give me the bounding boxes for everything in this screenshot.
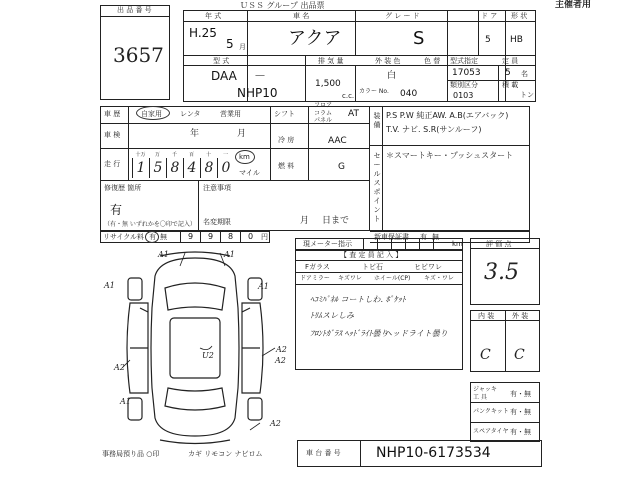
lot-number: 3657: [113, 43, 164, 67]
fuel-value: G: [338, 162, 345, 172]
meter-label: 現メーター指示: [303, 240, 352, 248]
inspector-mirror: ドアミラー: [300, 275, 330, 282]
spare-yes-no: 有・無: [510, 428, 531, 436]
displacement-value: 1,500: [315, 79, 341, 89]
diagram-mark-roof: U2: [202, 351, 214, 360]
inspection-label: 車 検: [104, 131, 121, 139]
puncture-yes-no: 有・無: [510, 408, 531, 416]
meter-cell[interactable]: [377, 238, 391, 250]
meter-cell[interactable]: [433, 238, 447, 250]
diagram-mark-front-right: A1: [224, 250, 235, 259]
repair-value: 有: [110, 203, 123, 217]
sales-point-line1: ＊スマートキー・プッシュスタート: [386, 151, 514, 160]
recycle-digit: 9: [180, 231, 200, 243]
shape-label: 形 状: [511, 12, 528, 20]
diagram-mark-right-side: A2: [276, 345, 287, 354]
mileage-place-label: 一: [222, 152, 228, 158]
inspection-year-unit: 年: [190, 129, 200, 139]
notes-label: 注意事項: [203, 184, 231, 192]
doors-value: 5: [485, 35, 491, 45]
load-unit: トン: [520, 91, 534, 99]
score-label: 評 価 点: [486, 240, 512, 248]
shift-option-floor: フロア: [314, 102, 333, 109]
mileage-label: 走 行: [104, 160, 121, 168]
mileage-place-label: 十: [205, 152, 211, 158]
mileage-digit: 1: [132, 158, 149, 178]
outer-color-label: 外 装 色: [375, 57, 401, 65]
recycle-option-no: 無: [160, 233, 167, 241]
accessories-label: 事務局預り品 ○印: [102, 450, 160, 458]
diagram-mark-front-left: A1: [158, 250, 169, 259]
inspection-month-unit: 月: [237, 129, 247, 139]
mileage-unit-mile: マイル: [239, 169, 260, 177]
diagram-mark-right-side-2: A2: [275, 356, 286, 365]
capacity-value: 5: [505, 68, 511, 78]
type-code: NHP10: [237, 86, 278, 100]
designation-label: 型式指定: [450, 57, 478, 65]
name-change-day: 日まで: [322, 216, 350, 226]
meter-cell[interactable]: [419, 238, 433, 250]
repair-label: 修復歴 箇所: [104, 184, 142, 192]
meter-cells: [363, 238, 448, 250]
history-label: 車 歴: [104, 110, 121, 118]
recycle-circle-mark: [145, 231, 159, 243]
mileage-digits: [132, 158, 234, 178]
accessories-items: カギ リモコン ナビロム: [188, 450, 263, 458]
score-value: 3.5: [484, 260, 519, 285]
doors-label: ド ア: [481, 12, 498, 20]
type-dash: －: [254, 69, 267, 83]
year-month: 5: [226, 37, 234, 51]
warranty-label: 新車保証書: [374, 233, 409, 241]
inspector-note-3: ﾌﾛﾝﾄｶﾞﾗｽ ﾍｯﾄﾞﾗｲﾄ曇り: [310, 329, 389, 338]
equipment-label: 装 備: [373, 112, 381, 129]
year-month-unit: 月: [239, 43, 246, 51]
inspector-wheel: ホイール(CP): [374, 275, 411, 282]
recycle-yen: 円: [261, 233, 268, 241]
diagram-mark-left-front: A1: [104, 281, 115, 290]
color-code-label: カラー No.: [359, 88, 389, 95]
meter-unit: km: [452, 240, 463, 248]
jack-yes-no: 有・無: [510, 390, 531, 398]
lot-label: 出 品 番 号: [117, 6, 152, 14]
displacement-label: 排 気 量: [318, 57, 344, 65]
recycle-option-yes: 有: [149, 233, 156, 241]
header-labels: ＵＳＳ グループ 出品票: [240, 1, 325, 10]
jack-label: ジャッキ 工 具: [473, 386, 497, 401]
capacity-label: 定 員: [502, 57, 519, 65]
meter-cell[interactable]: [391, 238, 405, 250]
exterior-label: 外 装: [512, 312, 529, 320]
color-code: 040: [400, 89, 418, 99]
shift-label: シフト: [274, 110, 295, 118]
history-option-business: 営業用: [220, 110, 241, 118]
diagram-mark-rear-right: A2: [270, 419, 281, 428]
meter-cell[interactable]: [363, 238, 377, 250]
inspector-mirror-damage: キズワレ: [338, 275, 362, 282]
exterior-value: C: [514, 347, 525, 363]
name-change-label: 名変期限: [203, 218, 231, 226]
interior-value: C: [480, 347, 491, 363]
mileage-digit: 0: [217, 158, 234, 178]
year-label: 年 式: [205, 12, 222, 20]
equipment-line2: T.V. ナビ. S.R(サンルーフ): [386, 125, 482, 134]
inspector-crack: ヒビワレ: [414, 263, 442, 271]
sales-point-label: セールスポイント: [373, 152, 381, 223]
interior-label: 内 装: [478, 312, 495, 320]
designation-value: 17053: [452, 68, 481, 78]
grade-value: S: [413, 28, 425, 49]
history-option-private: 自家用: [141, 110, 162, 118]
recycle-digit: 8: [220, 231, 240, 243]
color-value: 白: [387, 71, 397, 81]
mileage-digit: 5: [149, 158, 166, 178]
class-value: 0103: [453, 91, 474, 100]
puncture-label: パンクキット: [473, 408, 509, 415]
displacement-unit: c.c.: [342, 92, 355, 100]
shift-value: AT: [348, 109, 359, 119]
warranty-option-yes: 有: [420, 233, 427, 241]
mileage-digit: 8: [200, 158, 217, 178]
shape-value: HB: [510, 35, 523, 45]
model-label: 車 名: [293, 12, 310, 20]
fuel-label: 燃 料: [278, 162, 295, 170]
inspector-note-3b: ヘッドライト曇り: [384, 329, 448, 338]
load-label: 積 載: [502, 81, 519, 89]
inspector-note-2: ﾄﾘﾑスレしみ: [310, 311, 354, 320]
mileage-place-label: 十万: [135, 152, 146, 158]
shift-option-column: コラム: [314, 110, 332, 117]
shift-option-panel: パネル: [314, 117, 333, 124]
header-right-label: 主催者用: [555, 0, 592, 10]
recycle-label: リサイクル料: [103, 233, 145, 241]
recycle-digit: 0: [240, 231, 260, 243]
diagram-mark-left-rear: A2: [114, 363, 125, 372]
inspector-header: 【 査 定 員 記 入 】: [340, 251, 403, 259]
recycle-digit: 9: [200, 231, 220, 243]
type-label: 型 式: [213, 57, 230, 65]
name-change-month: 月: [300, 216, 310, 226]
warranty-option-no: 無: [432, 233, 439, 241]
inspector-note-1: ﾍｺﾐﾊﾟﾈﾙ コートしわ. ﾎﾟｹｯﾄ: [310, 295, 406, 304]
inspector-chip: トビ石: [362, 263, 383, 271]
mileage-digit: 8: [166, 158, 183, 178]
class-label: 類別区分: [450, 81, 478, 89]
diagram-mark-right-front: A1: [258, 282, 269, 291]
history-circle-mark: [136, 106, 170, 120]
spare-label: スペアタイヤ: [473, 428, 509, 435]
grade-label: グ レ ー ド: [385, 12, 420, 20]
inspector-fglass: Fガラス: [305, 263, 330, 271]
color-change-label: 色 替: [424, 57, 441, 65]
mileage-km-circle: [235, 150, 255, 164]
mileage-place-label: 百: [188, 152, 194, 158]
model-value: アクア: [288, 28, 342, 49]
capacity-unit: 名: [521, 70, 528, 78]
mileage-place-label: 千: [171, 152, 177, 158]
equipment-line1: P.S P.W 純正AW. A.B(エアバック): [386, 111, 509, 120]
chassis-label: 車 台 番 号: [306, 449, 341, 457]
inspector-wheel-damage: キズ・ワレ: [424, 275, 454, 282]
mileage-place-label: 万: [154, 152, 160, 158]
year-era: H.25: [189, 26, 217, 40]
type-prefix: DAA: [211, 69, 237, 83]
meter-cell[interactable]: [405, 238, 419, 250]
repair-note: （有・無 いずれかを〇印で記入）: [104, 221, 196, 228]
mileage-digit: 4: [183, 158, 200, 178]
recycle-amount: [180, 231, 260, 243]
aircon-label: 冷 房: [278, 136, 295, 144]
aircon-value: AAC: [328, 136, 347, 146]
history-option-rental: レンタ: [180, 110, 201, 118]
chassis-number: NHP10-6173534: [376, 445, 491, 461]
mileage-unit-km: km: [239, 153, 250, 161]
car-damage-diagram: [100, 248, 290, 448]
diagram-mark-rear-left: A1: [120, 397, 131, 406]
